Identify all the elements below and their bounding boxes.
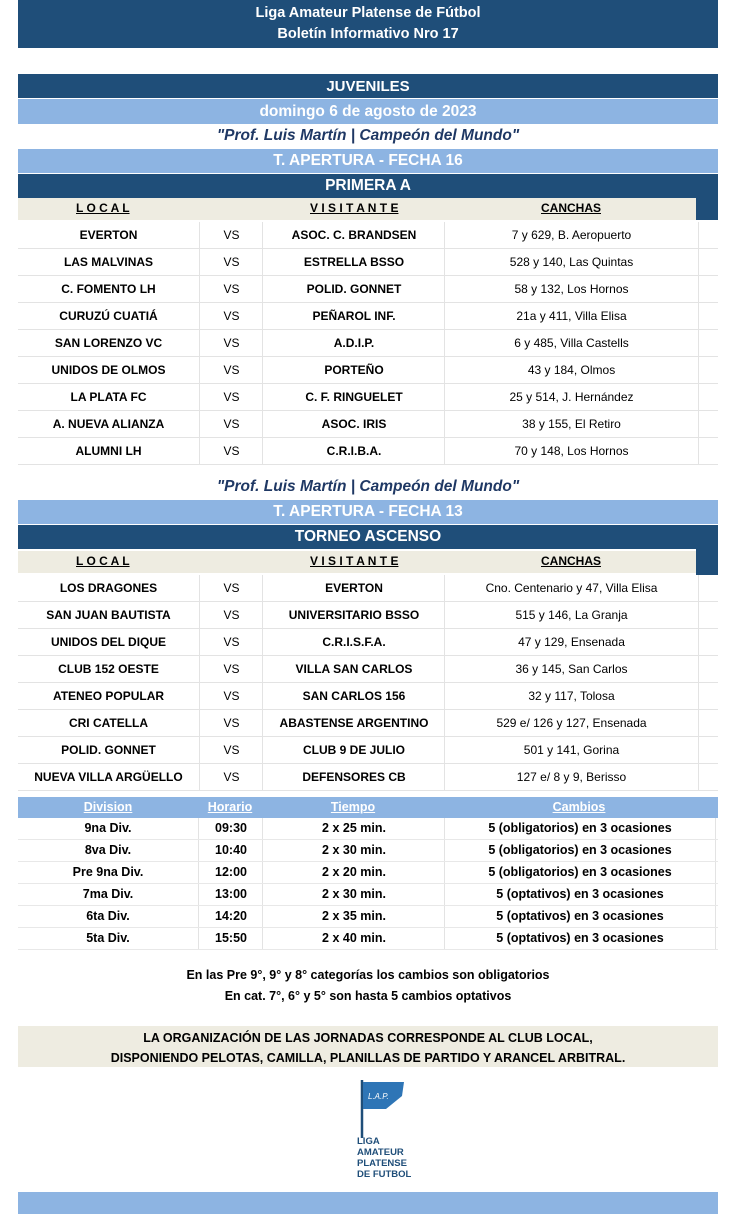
- venue: 529 e/ 126 y 127, Ensenada: [444, 710, 699, 736]
- local-team: LOS DRAGONES: [59, 581, 158, 595]
- local-team: EVERTON: [79, 228, 138, 242]
- duration: 2 x 25 min.: [262, 818, 445, 839]
- vs-label: VS: [199, 602, 263, 628]
- matches-primera: [18, 222, 718, 465]
- division: 8va Div.: [84, 843, 132, 857]
- local-team: POLID. GONNET: [61, 743, 156, 757]
- division: 5ta Div.: [86, 931, 130, 945]
- schedule-row: [18, 840, 718, 862]
- time: 15:50: [198, 928, 263, 949]
- schedule-header: [18, 797, 718, 818]
- tournament-ascenso: T. APERTURA - FECHA 13: [18, 500, 718, 524]
- duration: 2 x 40 min.: [262, 928, 445, 949]
- column-header-ascenso: [18, 551, 696, 573]
- column-header-primera: [18, 198, 696, 220]
- col-visitante: V I S I T A N T E: [310, 201, 399, 215]
- col-horario: Horario: [207, 800, 253, 814]
- tournament-primera: T. APERTURA - FECHA 16: [18, 149, 718, 173]
- header-tab-ascenso: [696, 549, 718, 575]
- match-row: [18, 575, 718, 602]
- venue: 6 y 485, Villa Castells: [444, 330, 699, 356]
- note-line-1: En las Pre 9°, 9° y 8° categorías los cambios son obligatorios: [186, 968, 550, 982]
- vs-label: VS: [199, 575, 263, 601]
- division: 9na Div.: [84, 821, 132, 835]
- match-row: [18, 710, 718, 737]
- duration: 2 x 35 min.: [262, 906, 445, 927]
- header-tab-primera: [696, 198, 718, 220]
- notes: [18, 965, 718, 1007]
- vs-label: VS: [199, 683, 263, 709]
- matches-ascenso: [18, 575, 718, 791]
- vs-label: VS: [199, 303, 263, 329]
- substitutions: 5 (obligatorios) en 3 ocasiones: [444, 818, 716, 839]
- time: 12:00: [198, 862, 263, 883]
- match-row: [18, 438, 718, 465]
- organization-notice: [18, 1026, 718, 1067]
- division-ascenso: TORNEO ASCENSO: [18, 525, 718, 549]
- venue: 7 y 629, B. Aeropuerto: [444, 222, 699, 248]
- visiting-team: C.R.I.S.F.A.: [262, 629, 445, 655]
- time: 13:00: [198, 884, 263, 905]
- match-date: domingo 6 de agosto de 2023: [18, 99, 718, 124]
- visiting-team: VILLA SAN CARLOS: [262, 656, 445, 682]
- logo-line-4: DE FUTBOL: [357, 1169, 412, 1180]
- match-row: [18, 764, 718, 791]
- visiting-team: UNIVERSITARIO BSSO: [262, 602, 445, 628]
- match-row: [18, 683, 718, 710]
- visiting-team: ESTRELLA BSSO: [262, 249, 445, 275]
- footer-band: [18, 1192, 718, 1214]
- col-local: L O C A L: [76, 554, 130, 568]
- substitutions: 5 (optativos) en 3 ocasiones: [444, 928, 716, 949]
- match-row: [18, 656, 718, 683]
- duration: 2 x 30 min.: [262, 884, 445, 905]
- dedication-primera: "Prof. Luis Martín | Campeón del Mundo": [216, 127, 520, 144]
- venue: 21a y 411, Villa Elisa: [444, 303, 699, 329]
- visiting-team: ASOC. IRIS: [262, 411, 445, 437]
- schedule-row: [18, 818, 718, 840]
- col-division: Division: [83, 800, 133, 814]
- local-team: NUEVA VILLA ARGÜELLO: [34, 770, 183, 784]
- duration: 2 x 20 min.: [262, 862, 445, 883]
- visiting-team: ABASTENSE ARGENTINO: [262, 710, 445, 736]
- bulletin-number: Boletín Informativo Nro 17: [277, 26, 459, 42]
- visiting-team: C.R.I.B.A.: [262, 438, 445, 464]
- visiting-team: A.D.I.P.: [262, 330, 445, 356]
- match-row: [18, 737, 718, 764]
- time: 10:40: [198, 840, 263, 861]
- substitutions: 5 (obligatorios) en 3 ocasiones: [444, 840, 716, 861]
- visiting-team: POLID. GONNET: [262, 276, 445, 302]
- organization-line-1: LA ORGANIZACIÓN DE LAS JORNADAS CORRESPONDE AL CLUB LOCAL,: [143, 1031, 593, 1045]
- logo-line-1: LIGA: [357, 1136, 380, 1147]
- visiting-team: C. F. RINGUELET: [262, 384, 445, 410]
- venue: 528 y 140, Las Quintas: [444, 249, 699, 275]
- logo-caption: [357, 1136, 411, 1180]
- match-row: [18, 357, 718, 384]
- col-canchas: CANCHAS: [541, 201, 601, 215]
- match-row: [18, 602, 718, 629]
- local-team: SAN LORENZO VC: [54, 336, 163, 350]
- local-team: UNIDOS DE OLMOS: [51, 363, 166, 377]
- match-row: [18, 249, 718, 276]
- time: 14:20: [198, 906, 263, 927]
- col-tiempo: Tiempo: [330, 800, 376, 814]
- local-team: CURUZÚ CUATIÁ: [59, 309, 158, 323]
- match-row: [18, 303, 718, 330]
- schedule-row: [18, 906, 718, 928]
- venue: Cno. Centenario y 47, Villa Elisa: [444, 575, 699, 601]
- vs-label: VS: [199, 710, 263, 736]
- visiting-team: EVERTON: [262, 575, 445, 601]
- local-team: CRI CATELLA: [68, 716, 149, 730]
- venue: 36 y 145, San Carlos: [444, 656, 699, 682]
- category-title: JUVENILES: [18, 74, 718, 98]
- match-row: [18, 222, 718, 249]
- local-team: CLUB 152 OESTE: [58, 662, 159, 676]
- match-row: [18, 411, 718, 438]
- vs-label: VS: [199, 438, 263, 464]
- vs-label: VS: [199, 222, 263, 248]
- dedication-ascenso: "Prof. Luis Martín | Campeón del Mundo": [216, 478, 520, 495]
- duration: 2 x 30 min.: [262, 840, 445, 861]
- col-cambios: Cambios: [552, 800, 606, 814]
- venue: 70 y 148, Los Hornos: [444, 438, 699, 464]
- vs-label: VS: [199, 411, 263, 437]
- schedule-row: [18, 928, 718, 950]
- time: 09:30: [198, 818, 263, 839]
- match-row: [18, 629, 718, 656]
- visiting-team: DEFENSORES CB: [262, 764, 445, 790]
- local-team: LA PLATA FC: [70, 390, 147, 404]
- division: Pre 9na Div.: [72, 865, 144, 879]
- logo-flag-text: L.A.P.: [368, 1092, 389, 1101]
- vs-label: VS: [199, 764, 263, 790]
- schedule-table: [18, 797, 718, 950]
- local-team: ATENEO POPULAR: [52, 689, 165, 703]
- note-line-2: En cat. 7°, 6° y 5° son hasta 5 cambios optativos: [224, 989, 512, 1003]
- visiting-team: SAN CARLOS 156: [262, 683, 445, 709]
- division: 7ma Div.: [82, 887, 134, 901]
- division-primera: PRIMERA A: [18, 174, 718, 198]
- vs-label: VS: [199, 384, 263, 410]
- substitutions: 5 (optativos) en 3 ocasiones: [444, 906, 716, 927]
- organization-line-2: DISPONIENDO PELOTAS, CAMILLA, PLANILLAS DE PARTIDO Y ARANCEL ARBITRAL.: [110, 1051, 626, 1065]
- substitutions: 5 (optativos) en 3 ocasiones: [444, 884, 716, 905]
- venue: 43 y 184, Olmos: [444, 357, 699, 383]
- local-team: LAS MALVINAS: [63, 255, 154, 269]
- venue: 47 y 129, Ensenada: [444, 629, 699, 655]
- venue: 58 y 132, Los Hornos: [444, 276, 699, 302]
- vs-label: VS: [199, 330, 263, 356]
- logo-line-2: AMATEUR: [357, 1147, 404, 1158]
- local-team: SAN JUAN BAUTISTA: [46, 608, 171, 622]
- visiting-team: PEÑAROL INF.: [262, 303, 445, 329]
- venue: 515 y 146, La Granja: [444, 602, 699, 628]
- bulletin-header: [18, 0, 718, 48]
- match-row: [18, 276, 718, 303]
- col-local: L O C A L: [76, 201, 130, 215]
- venue: 32 y 117, Tolosa: [444, 683, 699, 709]
- division: 6ta Div.: [86, 909, 130, 923]
- logo-line-3: PLATENSE: [357, 1158, 407, 1169]
- venue: 38 y 155, El Retiro: [444, 411, 699, 437]
- visiting-team: PORTEÑO: [262, 357, 445, 383]
- vs-label: VS: [199, 656, 263, 682]
- vs-label: VS: [199, 357, 263, 383]
- match-row: [18, 384, 718, 411]
- local-team: ALUMNI LH: [75, 444, 142, 458]
- visiting-team: ASOC. C. BRANDSEN: [262, 222, 445, 248]
- venue: 25 y 514, J. Hernández: [444, 384, 699, 410]
- local-team: C. FOMENTO LH: [61, 282, 156, 296]
- vs-label: VS: [199, 629, 263, 655]
- vs-label: VS: [199, 249, 263, 275]
- visiting-team: CLUB 9 DE JULIO: [262, 737, 445, 763]
- col-canchas: CANCHAS: [541, 554, 601, 568]
- local-team: A. NUEVA ALIANZA: [52, 417, 165, 431]
- vs-label: VS: [199, 737, 263, 763]
- vs-label: VS: [199, 276, 263, 302]
- schedule-row: [18, 884, 718, 906]
- league-name: Liga Amateur Platense de Fútbol: [255, 5, 481, 21]
- match-row: [18, 330, 718, 357]
- local-team: UNIDOS DEL DIQUE: [50, 635, 167, 649]
- substitutions: 5 (obligatorios) en 3 ocasiones: [444, 862, 716, 883]
- venue: 501 y 141, Gorina: [444, 737, 699, 763]
- col-visitante: V I S I T A N T E: [310, 554, 399, 568]
- venue: 127 e/ 8 y 9, Berisso: [444, 764, 699, 790]
- schedule-row: [18, 862, 718, 884]
